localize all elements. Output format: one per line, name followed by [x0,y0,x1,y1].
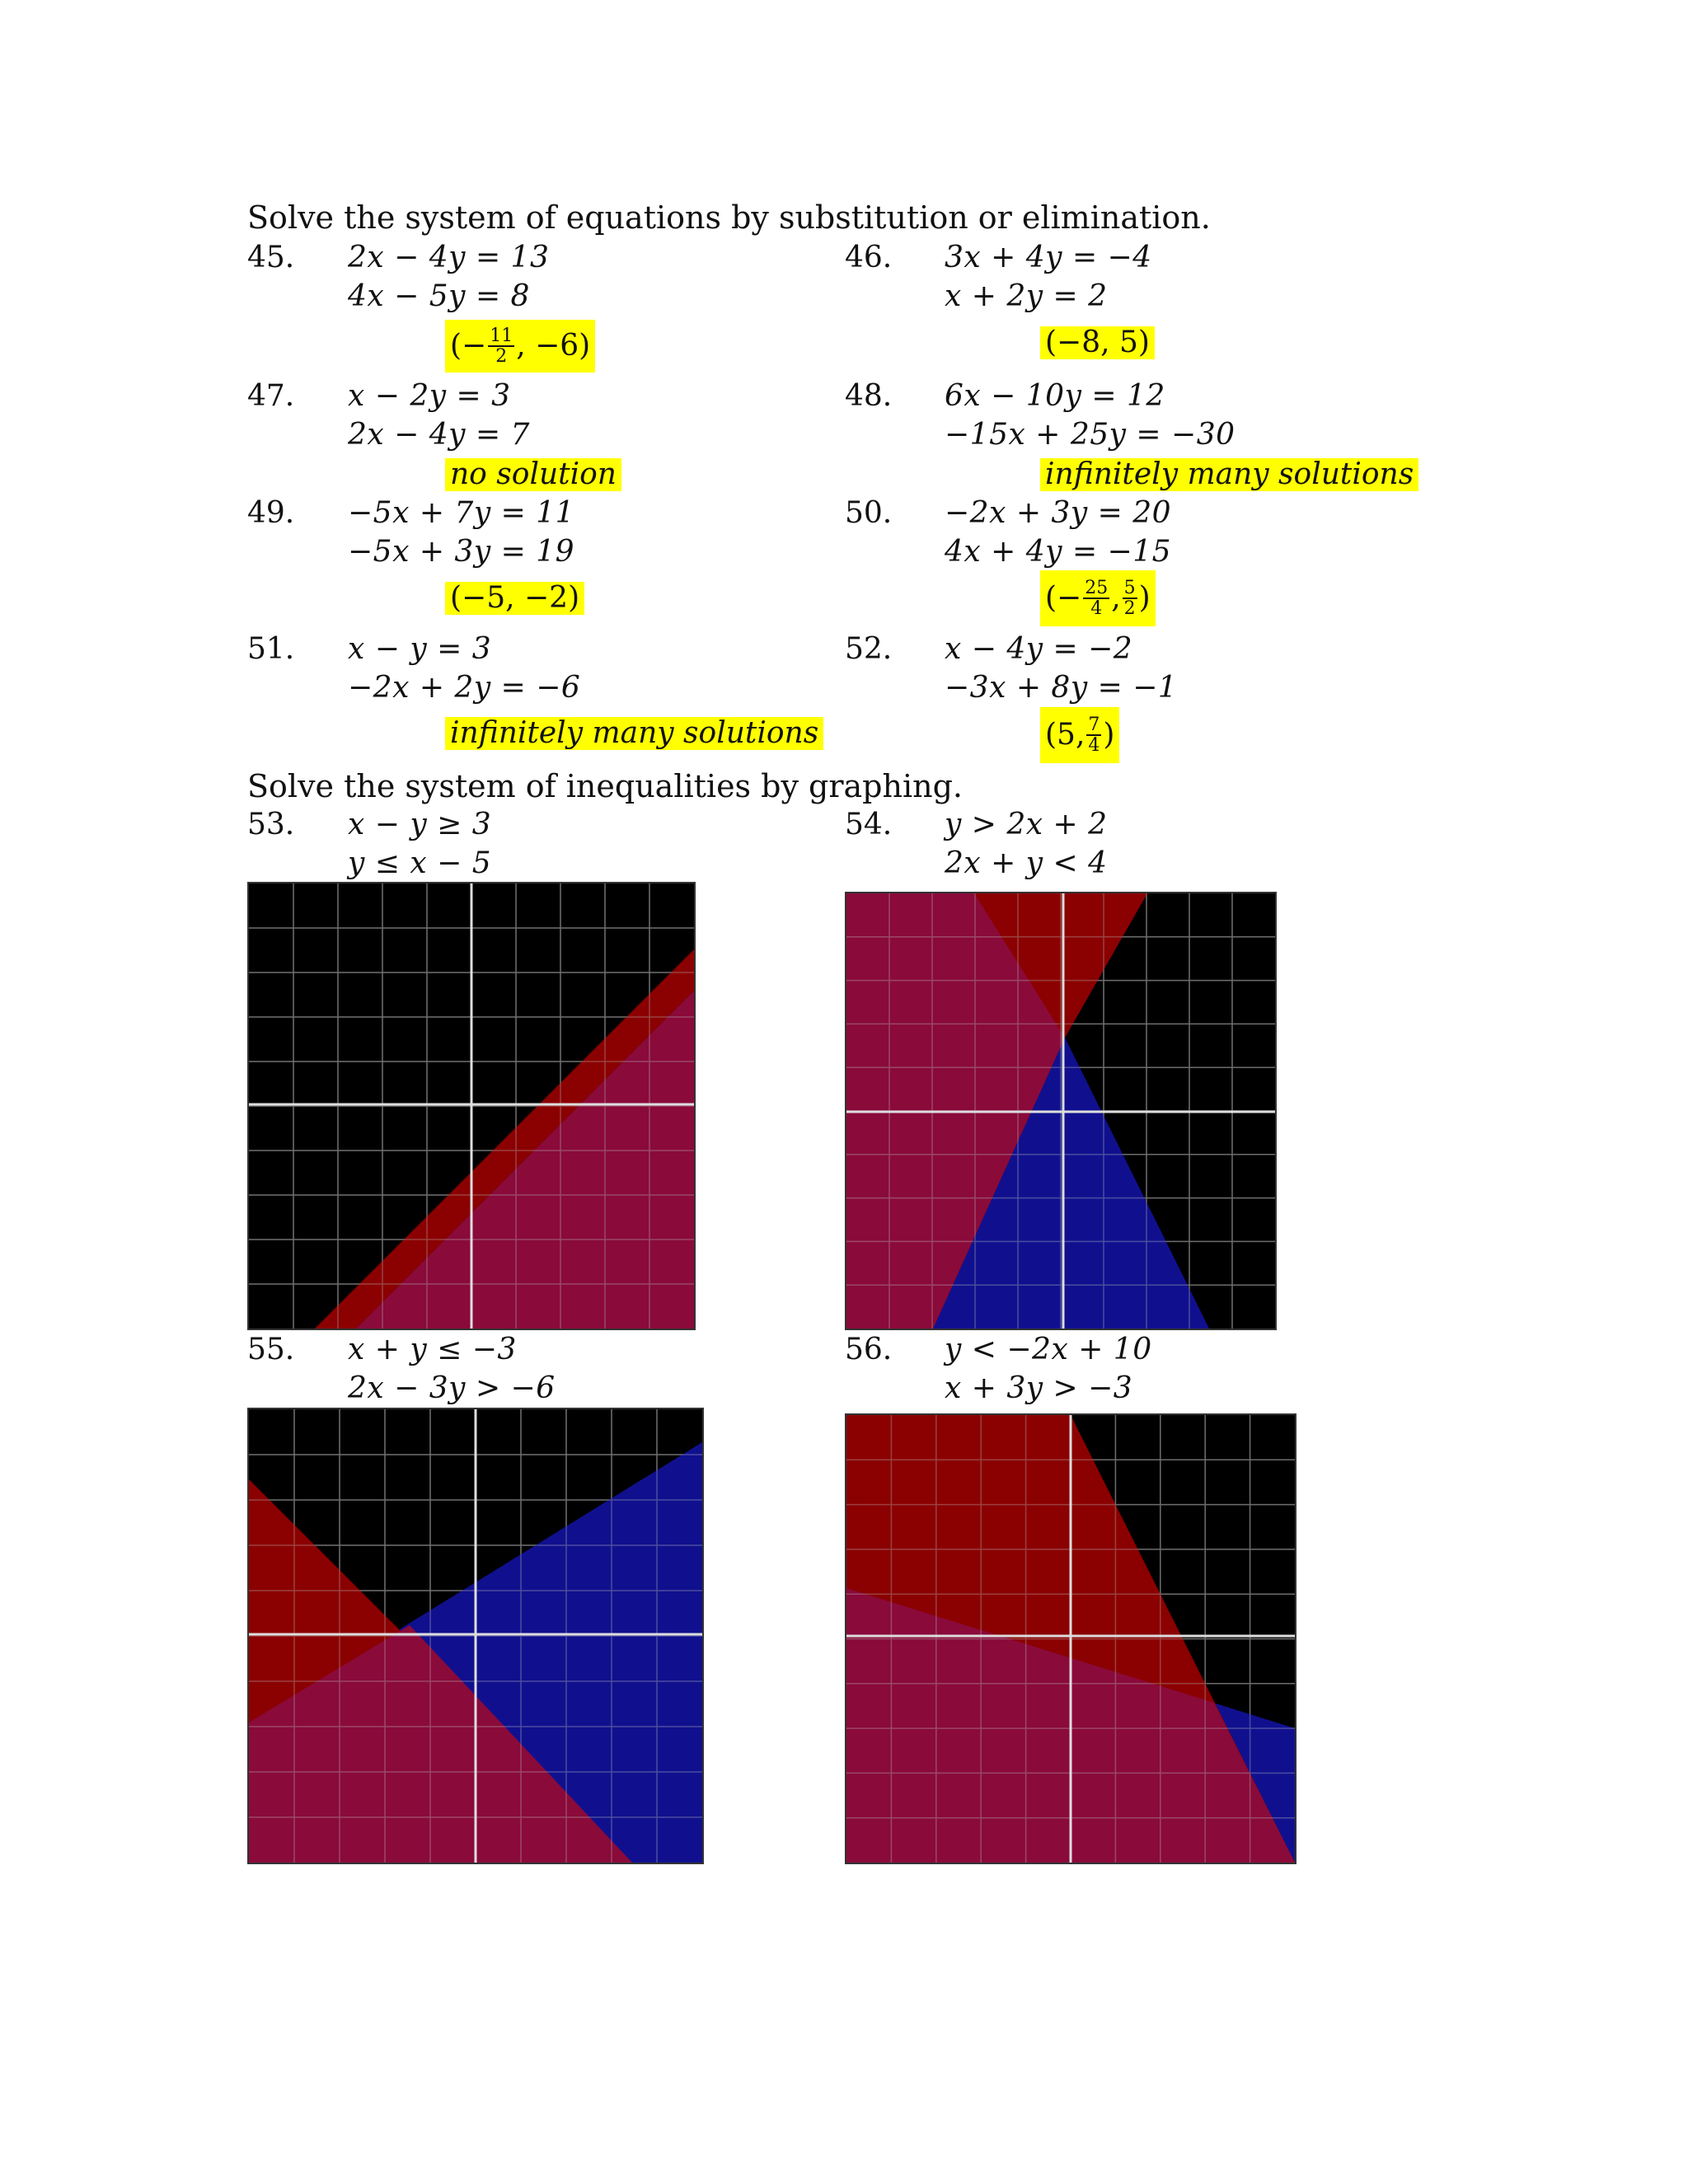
equation-1: 3x + 4y = −4 [945,241,1152,274]
inequality-1: y < −2x + 10 [945,1333,1152,1366]
inequality-2: x + 3y > −3 [945,1371,1133,1405]
graph-svg [846,893,1275,1329]
problem-number: 55. [247,1333,295,1366]
answer-highlight: infinitely many solutions [445,717,823,750]
inequality-graph-53 [247,882,696,1330]
answer-open: (− [450,329,487,363]
fraction-numerator: 5 [1123,577,1136,598]
section-heading-inequalities: Solve the system of inequalities by graphing. [247,768,963,804]
problem-number: 53. [247,808,295,841]
answer-highlight: infinitely many solutions [1040,458,1418,491]
equation-2: 4x + 4y = −15 [945,535,1172,569]
answer-fraction-1 [1083,579,1109,618]
answer-highlight: (−8, 5) [1040,326,1155,359]
equation-2: −5x + 3y = 19 [348,535,575,569]
answer-fraction [488,326,514,366]
problem-number: 45. [247,241,295,274]
inequality-1: x + y ≤ −3 [348,1333,517,1366]
equation-2: −15x + 25y = −30 [945,418,1236,452]
answer-highlight [1040,570,1156,626]
equation-1: 6x − 10y = 12 [945,379,1165,413]
equation-1: x − 4y = −2 [945,632,1133,666]
problem-number: 51. [247,632,295,666]
equation-2: −2x + 2y = −6 [348,671,581,705]
equation-1: −5x + 7y = 11 [348,496,575,530]
inequality-2: 2x + y < 4 [945,846,1108,880]
answer-separator: , [1111,581,1121,615]
inequality-2: y ≤ x − 5 [348,846,492,880]
problem-number: 49. [247,496,295,530]
problem-number: 46. [845,241,893,274]
equation-1: x − y = 3 [348,632,492,666]
shade-overlap-region [356,991,694,1329]
answer-close: , −6) [516,329,591,363]
equation-2: −3x + 8y = −1 [945,671,1178,705]
answer-close: ) [1103,718,1115,752]
equation-2: 2x − 4y = 7 [348,418,530,452]
problem-number: 52. [845,632,893,666]
inequality-graph-56 [845,1413,1296,1864]
equation-2: 4x − 5y = 8 [348,279,530,313]
equation-1: x − 2y = 3 [348,379,511,413]
graph-svg [846,1415,1295,1863]
inequality-graph-54 [845,892,1277,1330]
answer-highlight: (−5, −2) [445,582,584,615]
problem-number: 48. [845,379,893,413]
equation-1: −2x + 3y = 20 [945,496,1172,530]
answer-highlight [445,320,595,373]
equation-2: x + 2y = 2 [945,279,1108,313]
inequality-1: x − y ≥ 3 [348,808,492,841]
equation-1: 2x − 4y = 13 [348,241,550,274]
answer-close: ) [1138,581,1151,615]
fraction-numerator: 11 [490,325,513,346]
fraction-denominator: 4 [1090,598,1103,619]
fraction-denominator: 2 [495,346,508,367]
inequality-2: 2x − 3y > −6 [348,1371,556,1405]
answer-fraction-2 [1123,579,1137,618]
section-heading-equations: Solve the system of equations by substitution or elimination. [247,199,1211,236]
answer-open: (− [1045,581,1082,615]
fraction-denominator: 4 [1088,735,1100,756]
answer-fraction [1086,715,1101,755]
answer-open: (5, [1045,718,1085,752]
problem-number: 56. [845,1333,893,1366]
problem-number: 50. [845,496,893,530]
inequality-1: y > 2x + 2 [945,808,1108,841]
fraction-denominator: 2 [1123,598,1136,619]
problem-number: 54. [845,808,893,841]
inequality-graph-55 [247,1408,704,1864]
fraction-numerator: 7 [1088,714,1100,735]
problem-number: 47. [247,379,295,413]
answer-highlight [1040,707,1119,763]
answer-highlight: no solution [445,458,621,491]
fraction-numerator: 25 [1085,577,1109,598]
graph-svg [249,1409,702,1863]
graph-svg [249,883,694,1329]
